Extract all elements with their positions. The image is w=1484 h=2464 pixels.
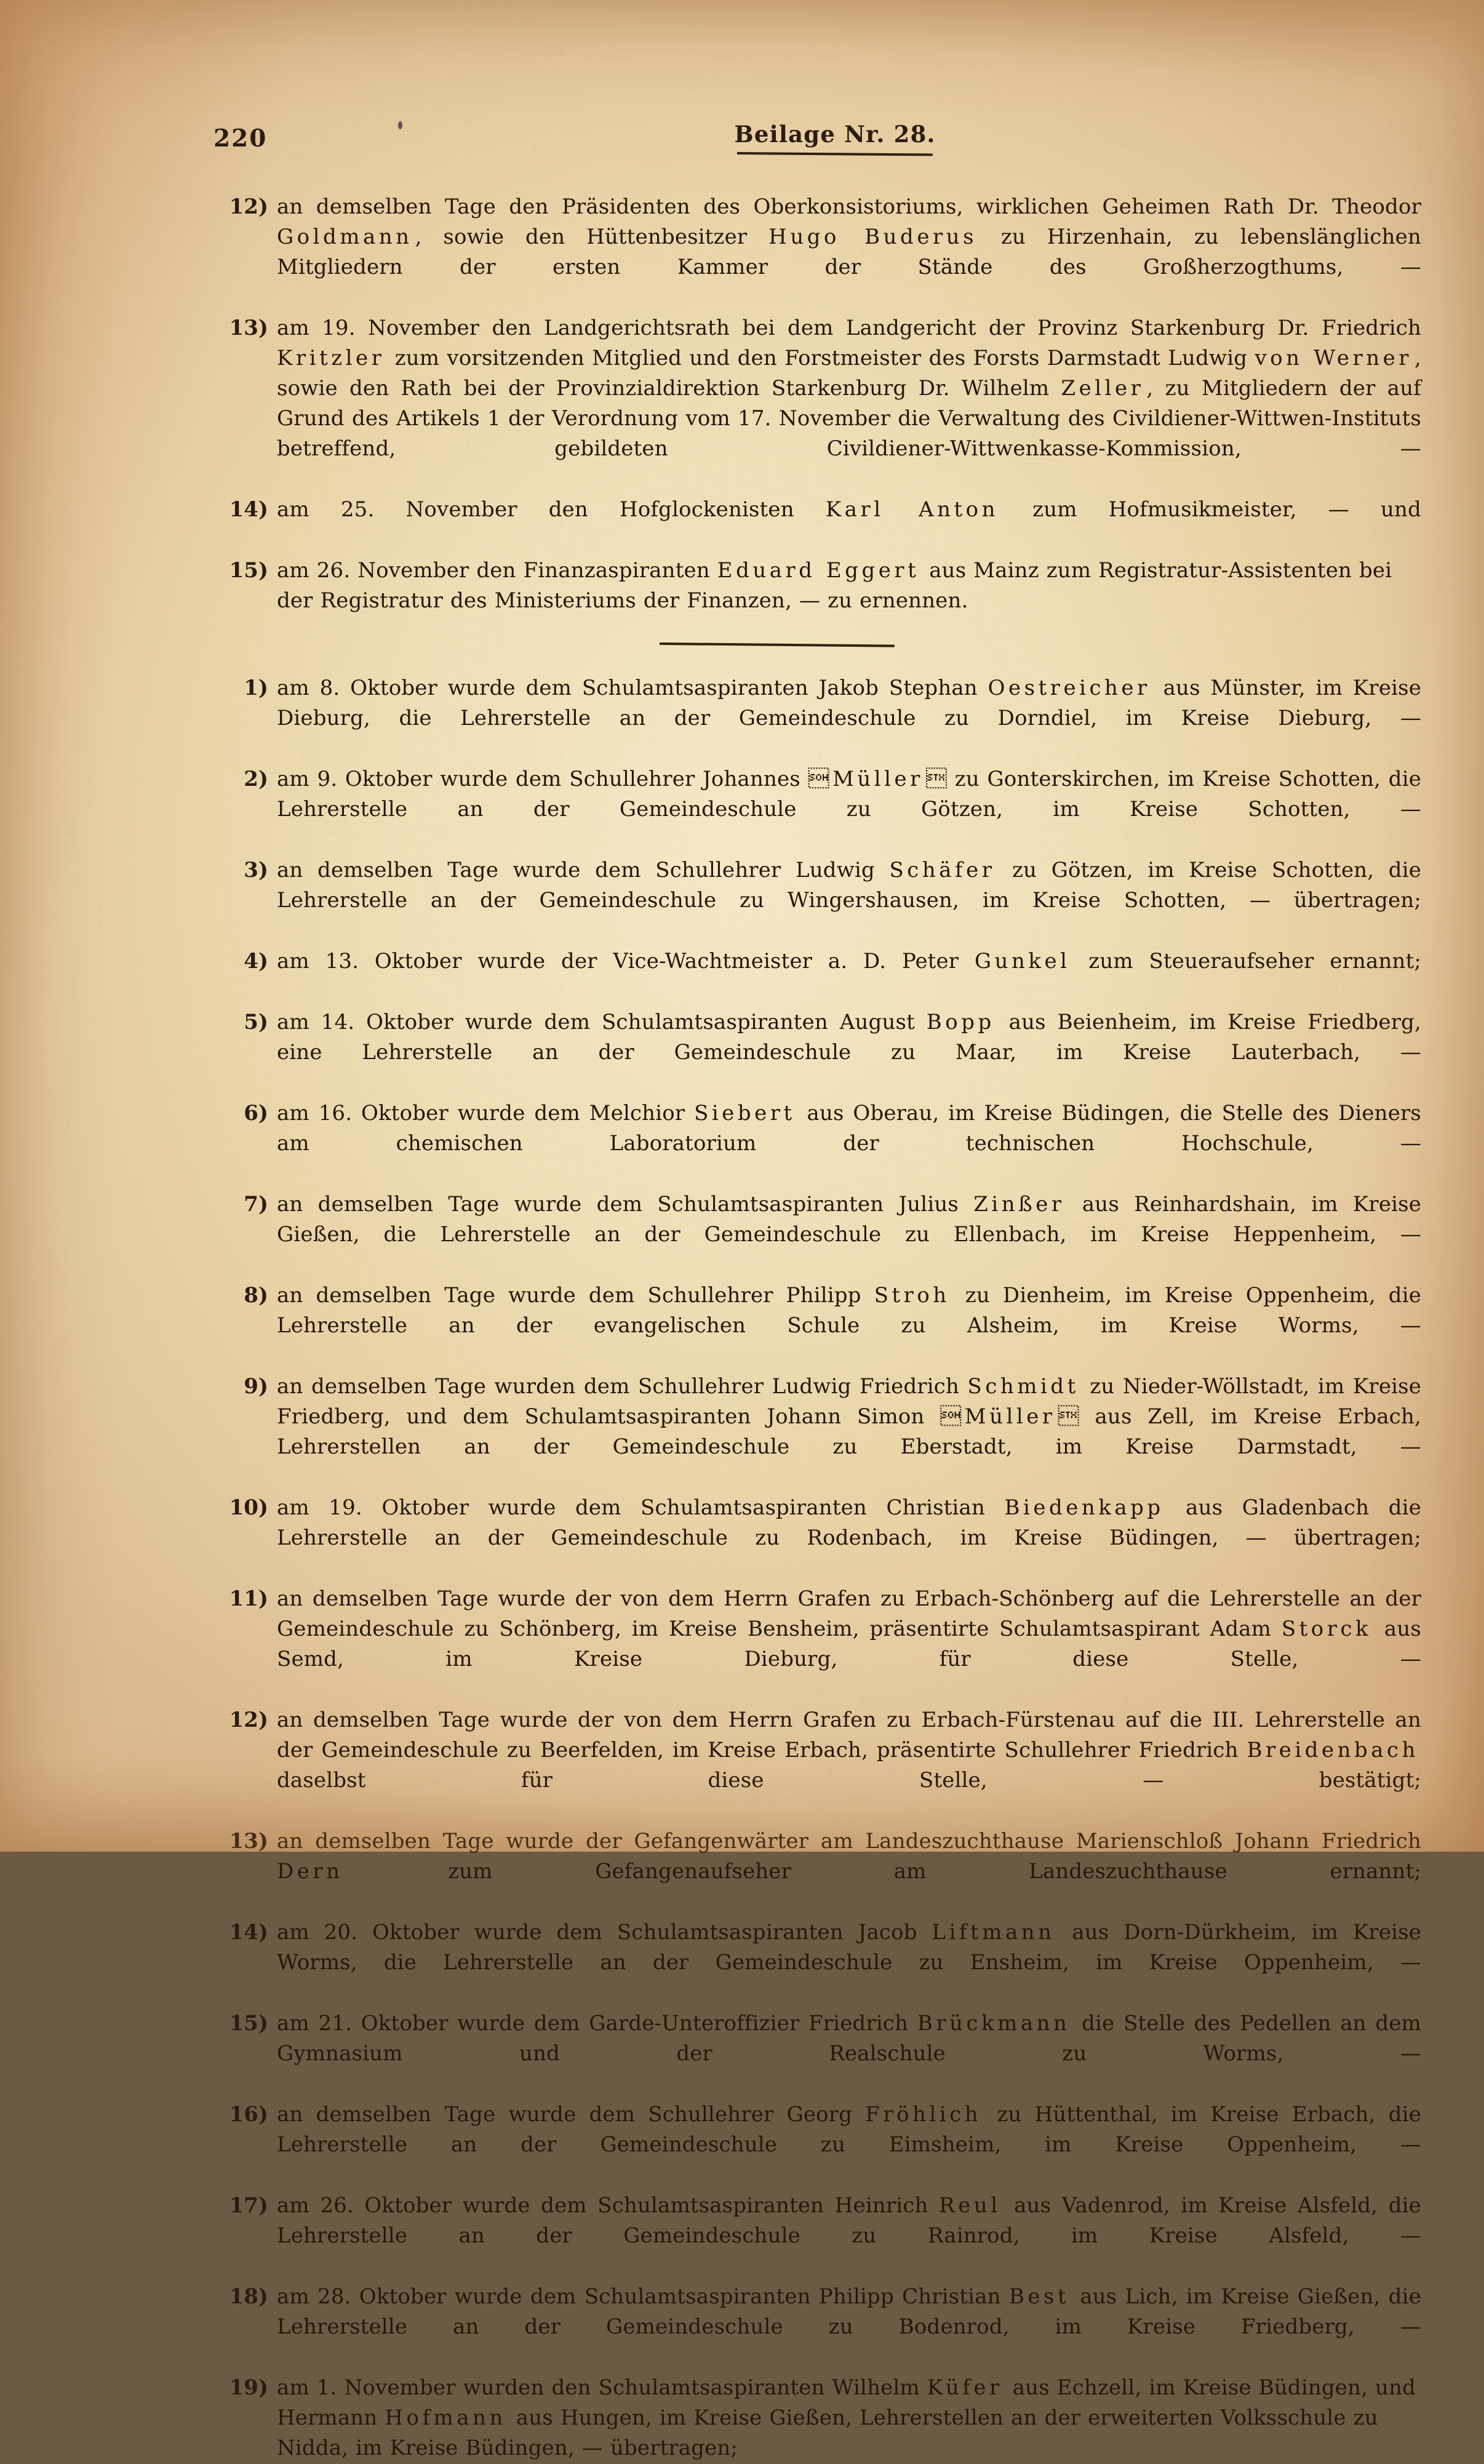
spaced-name: Schäfer: [889, 858, 995, 882]
spaced-name: Stroh: [874, 1283, 950, 1308]
spaced-name: Gunkel: [974, 949, 1071, 974]
list-item-number: 9): [244, 1374, 268, 1399]
list-item-text: am 21. Oktober wurde dem Garde-Unteroffizier Friedrich Brückmann die Stelle des Pedellen an dem Gymnasium und der Realschule zu Worms, —: [277, 2011, 1421, 2066]
page-content-column: [213, 121, 1422, 2464]
spaced-name: Breidenbach: [1247, 1738, 1419, 1762]
list-item: [217, 2282, 1421, 2372]
list-item: [217, 495, 1421, 555]
spaced-name: Hugo Buderus: [768, 225, 978, 249]
list-item: [217, 2100, 1421, 2190]
list-item-number: 18): [229, 2284, 268, 2309]
list-item-number: 3): [244, 858, 268, 882]
list-item: [217, 2009, 1421, 2099]
list-item: [217, 764, 1421, 855]
list-item-number: 17): [229, 2193, 268, 2218]
list-item-number: 15): [229, 2011, 268, 2036]
list-item: [217, 556, 1421, 616]
spaced-name: Dern: [277, 1859, 343, 1884]
spaced-name: Hofmann: [385, 2406, 506, 2430]
list-item-number: 10): [229, 1495, 268, 1520]
running-title-group: [690, 121, 979, 154]
list-item: [217, 1918, 1421, 2008]
list-item: [217, 673, 1421, 764]
list-item-number: 14): [229, 1920, 268, 1945]
list-item-number: 19): [229, 2375, 268, 2400]
list-item-text: an demselben Tage wurde dem Schullehrer Georg Fröhlich zu Hüttenthal, im Kreise Erbach, die Lehrerstelle an der Gemeindeschule zu Eimsheim, im Kreise Oppenheim, —: [277, 2102, 1421, 2157]
list-item: [217, 1190, 1421, 1280]
list-item-text: an demselben Tage wurde dem Schullehrer Ludwig Schäfer zu Götzen, im Kreise Schotten, die Lehrerstelle an der Gemeindeschule zu Wingershausen, im Kreise Schotten, — übertragen;: [277, 858, 1422, 913]
list-item-text: am 19. November den Landgerichtsrath bei dem Landgericht der Provinz Starkenburg Dr. Friedrich Kritzler zum vorsitzenden Mitglied und den Forstmeister des Forsts Darmstadt Ludwig von Werner , sowie den Rath bei der Provinzialdirektion Starkenburg Dr. Wilhelm Zeller , zu Mitgliedern der auf Grund des Artikels 1 der Verordnung vom 17. November die Verwaltung des Civildiener-Wittwen-Instituts betreffend, gebildeten Civildiener-Wittwenkasse-Kommission, —: [277, 316, 1422, 461]
list-item-number: 4): [244, 949, 268, 974]
spaced-name: Bopp: [926, 1010, 995, 1034]
list-item: [217, 313, 1421, 494]
list-item-number: 12): [229, 1708, 268, 1732]
list-item-text: am 26. Oktober wurde dem Schulamtsaspiranten Heinrich Reul aus Vadenrod, im Kreise Alsfeld, die Lehrerstelle an der Gemeindeschule zu Rainrod, im Kreise Alsfeld, —: [277, 2193, 1421, 2248]
spaced-name: Zinßer: [973, 1192, 1065, 1217]
list-item-number: 6): [244, 1101, 268, 1126]
list-item: [217, 2373, 1421, 2463]
school-appointments-list: [217, 673, 1421, 2463]
spaced-name: Zeller: [1061, 376, 1144, 401]
list-item-number: 14): [229, 497, 268, 522]
spaced-name: Müller: [808, 767, 924, 791]
list-item: [217, 2191, 1421, 2281]
page-number: 220: [213, 124, 268, 153]
list-item-text: an demselben Tage wurde der von dem Herrn Grafen zu Erbach-Schönberg auf die Lehrerstelle an der Gemeindeschule zu Schönberg, im Kreise Bensheim, präsentirte Schulamtsaspirant Adam Storck aus Semd, im Kreise Dieburg, für diese Stelle, —: [277, 1586, 1421, 1671]
list-item-text: an demselben Tage wurde der von dem Herrn Grafen zu Erbach-Fürstenau auf die III. Lehrerstelle an der Gemeindeschule zu Beerfelden, im Kreise Erbach, präsentirte Schullehrer Friedrich Breidenbach daselbst für diese Stelle, — bestätigt;: [277, 1708, 1421, 1793]
list-item-number: 11): [229, 1586, 268, 1611]
list-item-text: am 16. Oktober wurde dem Melchior Siebert aus Oberau, im Kreise Büdingen, die Stelle des Dieners am chemischen Laboratorium der technischen Hochschule, —: [277, 1101, 1422, 1156]
list-item-text: an demselben Tage wurde der Gefangenwärter am Landeszuchthause Marienschloß Johann Friedrich Dern zum Gefangenaufseher am Landeszuchthause ernannt;: [277, 1829, 1421, 1884]
list-item: [217, 1705, 1421, 1826]
list-item-text: am 9. Oktober wurde dem Schullehrer Johannes Müller  zu Gonterskirchen, im Kreise Schotten, die Lehrerstelle an der Gemeindeschule zu Götzen, im Kreise Schotten, —: [277, 767, 1421, 822]
spaced-name: Eduard Eggert: [717, 558, 920, 583]
list-item-number: 1): [244, 676, 268, 700]
spaced-name: Oestreicher: [987, 676, 1151, 700]
list-item-text: am 26. November den Finanzaspiranten Eduard Eggert aus Mainz zum Registratur-Assistenten bei der Registratur des Ministeriums der Finanzen, — zu ernennen.: [277, 558, 1392, 613]
spaced-name: Fröhlich: [865, 2102, 982, 2127]
spaced-name: Küfer: [927, 2375, 1003, 2400]
list-item-text: am 8. Oktober wurde dem Schulamtsaspiranten Jakob Stephan Oestreicher aus Münster, im Kreise Dieburg, die Lehrerstelle an der Gemeindeschule zu Dorndiel, im Kreise Dieburg, —: [277, 676, 1421, 730]
running-title: Beilage Nr. 28.: [734, 121, 936, 148]
list-item-number: 12): [229, 194, 268, 219]
running-title-rule: [737, 152, 933, 156]
list-item: [217, 1098, 1421, 1189]
list-item-text: am 19. Oktober wurde dem Schulamtsaspiranten Christian Biedenkapp aus Gladenbach die Lehrerstelle an der Gemeindeschule zu Rodenbach, im Kreise Büdingen, — übertragen;: [277, 1495, 1421, 1550]
list-item-number: 15): [229, 558, 268, 583]
list-item-number: 16): [229, 2102, 268, 2127]
list-item-text: am 14. Oktober wurde dem Schulamtsaspiranten August Bopp aus Beienheim, im Kreise Friedberg, eine Lehrerstelle an der Gemeindeschule zu Maar, im Kreise Lauterbach, —: [277, 1010, 1422, 1065]
section-divider-rule: [660, 642, 895, 647]
list-item: [217, 1281, 1421, 1371]
list-item-text: am 25. November den Hofglockenisten Karl Anton zum Hofmusikmeister, — und: [277, 497, 1421, 522]
section-divider-group: [217, 617, 1421, 673]
list-item: [217, 1584, 1421, 1705]
list-item-text: an demselben Tage den Präsidenten des Oberkonsistoriums, wirklichen Geheimen Rath Dr. Theodor Goldmann , sowie den Hüttenbesitzer Hugo Buderus zu Hirzenhain, zu lebenslänglichen Mitgliedern der ersten Kammer der Stände des Großherzogthums, —: [277, 194, 1421, 279]
spaced-name: Kritzler: [277, 346, 385, 370]
list-item-text: an demselben Tage wurde dem Schulamtsaspiranten Julius Zinßer aus Reinhardshain, im Kreise Gießen, die Lehrerstelle an der Gemeindeschule zu Ellenbach, im Kreise Heppenheim, —: [277, 1192, 1422, 1247]
list-item: [217, 946, 1421, 1007]
list-item: [217, 1372, 1421, 1492]
spaced-name: Liftmann: [931, 1920, 1055, 1945]
spaced-name: Brückmann: [917, 2011, 1071, 2036]
spaced-name: Storck: [1281, 1617, 1372, 1641]
spaced-name: Schmidt: [967, 1374, 1079, 1399]
running-head: [213, 121, 1421, 174]
list-item-text: am 20. Oktober wurde dem Schulamtsaspiranten Jacob Liftmann aus Dorn-Dürkheim, im Kreise Worms, die Lehrerstelle an der Gemeindeschule zu Ensheim, im Kreise Oppenheim, —: [277, 1920, 1421, 1975]
list-item-number: 13): [229, 1829, 268, 1854]
spaced-name: Goldmann: [277, 225, 413, 249]
list-item-text: an demselben Tage wurden dem Schullehrer Ludwig Friedrich Schmidt zu Nieder-Wöllstadt, im Kreise Friedberg, und dem Schulamtsaspiranten Johann Simon Müller  aus Zell, im Kreise Erbach, Lehrerstellen an der Gemeindeschule zu Eberstadt, im Kreise Darmstadt, —: [277, 1374, 1421, 1459]
list-item: [217, 1493, 1421, 1583]
list-item: [217, 855, 1421, 946]
list-item-number: 2): [244, 767, 268, 791]
spaced-name: Karl Anton: [825, 497, 999, 522]
appointments-list: [217, 192, 1421, 616]
spaced-name: Best: [1008, 2284, 1070, 2309]
list-item-text: am 28. Oktober wurde dem Schulamtsaspiranten Philipp Christian Best aus Lich, im Kreise Gießen, die Lehrerstelle an der Gemeindeschule zu Bodenrod, im Kreise Friedberg, —: [277, 2284, 1421, 2339]
list-item-text: an demselben Tage wurde dem Schullehrer Philipp Stroh zu Dienheim, im Kreise Oppenheim, die Lehrerstelle an der evangelischen Schule zu Alsheim, im Kreise Worms, —: [277, 1283, 1422, 1338]
list-item-number: 8): [244, 1283, 268, 1308]
spaced-name: Siebert: [694, 1101, 796, 1126]
list-item: [217, 1007, 1421, 1098]
list-item-number: 7): [244, 1192, 268, 1217]
spaced-name: Biedenkapp: [1004, 1495, 1164, 1520]
spaced-name: Müller: [940, 1404, 1056, 1429]
list-item-number: 13): [229, 316, 268, 340]
spaced-name: von Werner: [1255, 346, 1413, 370]
list-item: [217, 1826, 1421, 1917]
list-item: [217, 192, 1421, 313]
spaced-name: Reul: [939, 2193, 1001, 2218]
list-item-text: am 1. November wurden den Schulamtsaspiranten Wilhelm Küfer aus Echzell, im Kreise Büdingen, und Hermann Hofmann aus Hungen, im Kreise Gießen, Lehrerstellen an der erweiterten Volksschule zu Nidda, im Kreise Büdingen, — übertragen;: [277, 2375, 1416, 2460]
list-item-text: am 13. Oktober wurde der Vice-Wachtmeister a. D. Peter Gunkel zum Steueraufseher ernannt;: [277, 949, 1421, 974]
list-item-number: 5): [244, 1010, 268, 1034]
